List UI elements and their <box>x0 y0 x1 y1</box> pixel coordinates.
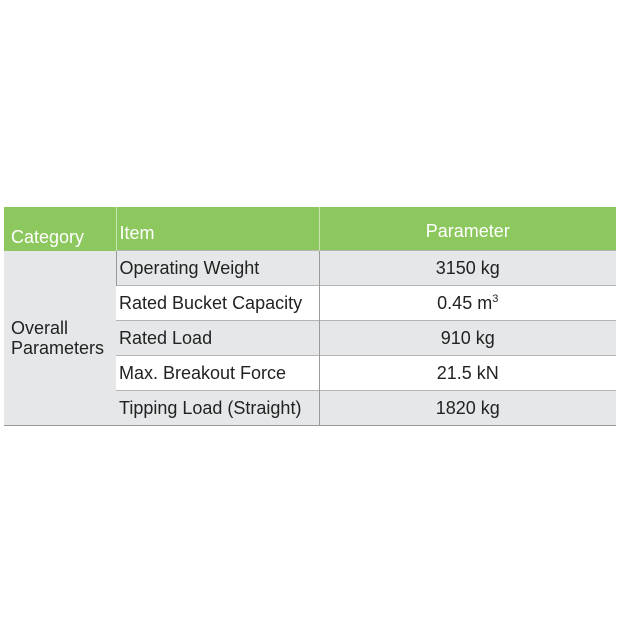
parameter-cell: 3150 kg <box>319 251 616 286</box>
item-cell: Tipping Load (Straight) <box>116 391 319 426</box>
header-item: Item <box>116 207 319 251</box>
parameter-cell: 21.5 kN <box>319 356 616 391</box>
specification-table <box>4 207 616 426</box>
parameter-cell: 1820 kg <box>319 391 616 426</box>
table-row <box>4 251 616 286</box>
category-label-line1: Overall <box>11 317 69 338</box>
item-cell: Rated Load <box>116 321 319 356</box>
category-cell <box>4 251 116 426</box>
item-cell: Operating Weight <box>116 251 319 286</box>
header-parameter: Parameter <box>319 207 616 251</box>
category-label-line2: Parameters <box>11 337 105 358</box>
item-cell: Max. Breakout Force <box>116 356 319 391</box>
parameter-cell: 910 kg <box>319 321 616 356</box>
header-category: Category <box>4 207 116 251</box>
unit-superscript: 3 <box>492 292 499 305</box>
table-header-row <box>4 207 616 251</box>
parameter-value: 0.45 m <box>437 292 493 313</box>
parameter-cell <box>319 286 616 321</box>
item-cell: Rated Bucket Capacity <box>116 286 319 321</box>
